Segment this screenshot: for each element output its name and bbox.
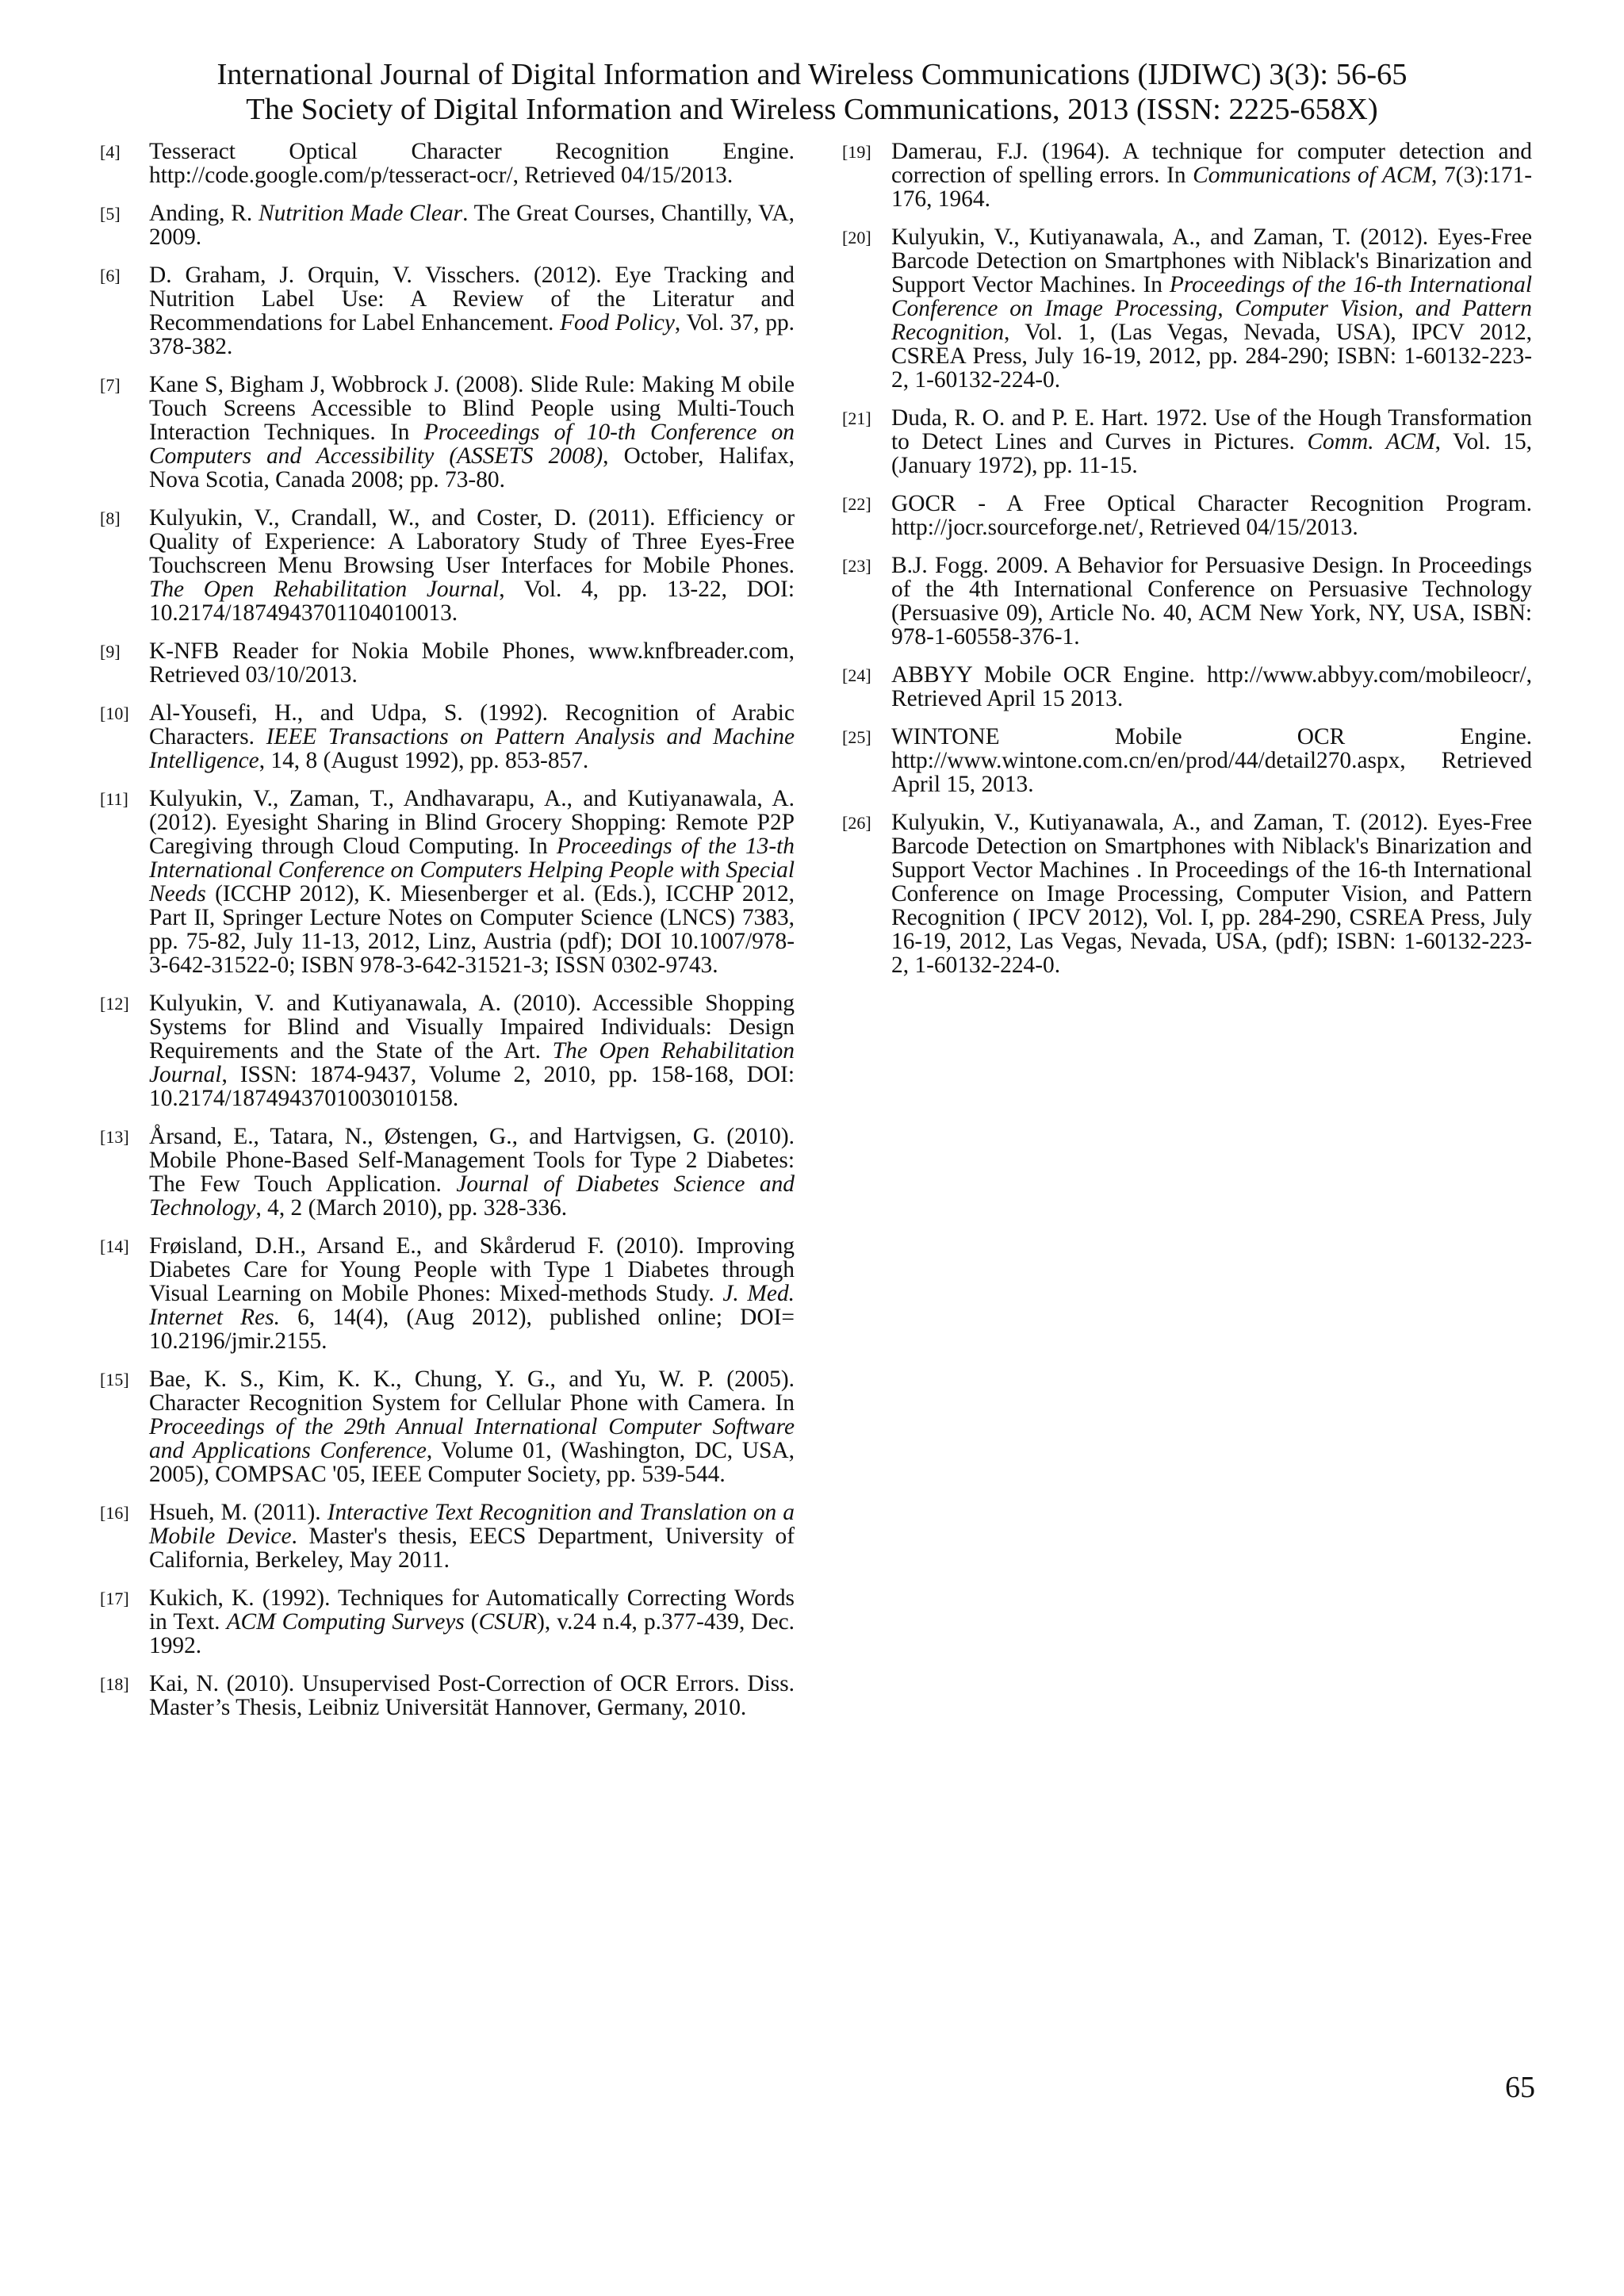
reference-number: [24]: [842, 665, 871, 685]
reference-text: [891, 554, 1532, 649]
reference-number: [25]: [842, 727, 871, 747]
reference-italic-segment: J. Med. Internet Res.: [149, 1281, 795, 1330]
reference-segment: Kai, N. (2010). Unsupervised Post-Correction of OCR Errors. Diss. Master’s Thesis, Leibniz Universität Hannover, Germany, 2010.: [149, 1671, 795, 1720]
reference-text: [149, 787, 795, 977]
reference-number: [23]: [842, 556, 871, 576]
reference-item: [100, 1501, 795, 1572]
reference-item: [842, 225, 1532, 392]
reference-number: [12]: [100, 994, 129, 1014]
society-line: The Society of Digital Information and Wireless Communications, 2013 (ISSN: 2225-658X): [246, 93, 1378, 126]
reference-number: [8]: [100, 508, 121, 528]
reference-segment: , October, Halifax, Nova Scotia, Canada 2008; pp. 73-80.: [149, 443, 795, 493]
reference-segment: Kane S, Bigham J, Wobbrock J. (2008). Slide Rule: Making M obile Touch Screens Accessible to Blind People using Multi-Touch Interaction Techniques. In: [149, 372, 795, 445]
reference-item: [100, 1586, 795, 1658]
reference-segment: WINTONE Mobile OCR Engine. http://www.wintone.com.cn/en/prod/44/detail270.aspx, Retrieved April 15, 2013.: [891, 724, 1532, 797]
reference-segment: ABBYY Mobile OCR Engine. http://www.abbyy.com/mobileocr/, Retrieved April 15 2013.: [891, 662, 1532, 711]
reference-segment: Kulyukin, V., Crandall, W., and Coster, D. (2011). Efficiency or Quality of Experience: A Laboratory Study of Three Eyes-Free Touchscreen Menu Browsing User Interfaces for Mobile Phones.: [149, 505, 795, 578]
reference-number: [5]: [100, 204, 121, 224]
reference-item: [842, 492, 1532, 539]
reference-text: [149, 1125, 795, 1220]
reference-item: [100, 1367, 795, 1486]
reference-segment: Damerau, F.J. (1964). A technique for computer detection and correction of spelling errors. In: [891, 139, 1532, 188]
reference-item: [842, 811, 1532, 977]
reference-text: [149, 701, 795, 772]
reference-segment: , Vol. 4, pp. 13-22, DOI: 10.2174/1874943701104010013.: [149, 577, 795, 626]
reference-segment: Anding, R.: [149, 201, 259, 226]
reference-number: [20]: [842, 228, 871, 247]
reference-segment: . Master's thesis, EECS Department, University of California, Berkeley, May 2011.: [149, 1524, 795, 1573]
reference-text: [149, 263, 795, 358]
reference-item: [100, 1672, 795, 1719]
reference-italic-segment: Proceedings of the 16-th International Conference on Image Processing, Computer Vision, and Pattern Recognition: [891, 272, 1532, 345]
reference-segment: (ICCHP 2012), K. Miesenberger et al. (Eds.), ICCHP 2012, Part II, Springer Lecture Notes on Computer Science (LNCS) 7383, pp. 75-82, July 11-13, 2012, Linz, Austria (pdf); DOI 10.1007/978-3-642-31522-0; ISBN 978-3-642-31521-3; ISSN 0302-9743.: [149, 881, 795, 978]
reference-segment: Al-Yousefi, H., and Udpa, S. (1992). Recognition of Arabic Characters.: [149, 700, 795, 749]
reference-item: [100, 140, 795, 187]
reference-segment: Kulyukin, V., Kutiyanawala, A., and Zaman, T. (2012). Eyes-Free Barcode Detection on Smartphones with Niblack's Binarization and Support Vector Machines . In Proceedings of the 16-th International Conference on Image Processing, Computer Vision, and Pattern Recognition ( IPCV 2012), Vol. I, pp. 284-290, CSREA Press, July 16-19, 2012, Las Vegas, Nevada, USA, (pdf); ISBN: 1-60132-223-2, 1-60132-224-0.: [891, 810, 1532, 978]
reference-item: [100, 373, 795, 492]
reference-segment: , ISSN: 1874-9437, Volume 2, 2010, pp. 158-168, DOI: 10.2174/1874943701003010158.: [149, 1062, 795, 1111]
reference-italic-segment: Food Policy: [560, 310, 675, 335]
reference-number: [16]: [100, 1503, 129, 1523]
reference-italic-segment: The Open Rehabilitation Journal: [149, 577, 500, 602]
reference-segment: , 4, 2 (March 2010), pp. 328-336.: [255, 1195, 568, 1221]
reference-number: [9]: [100, 642, 121, 661]
reference-number: [17]: [100, 1589, 129, 1608]
reference-item: [842, 663, 1532, 711]
reference-text: [891, 725, 1532, 796]
reference-segment: D. Graham, J. Orquin, V. Visschers. (2012). Eye Tracking and Nutrition Label Use: A Review of the Literatur and Recommendations for Label Enhancement.: [149, 263, 795, 335]
reference-italic-segment: ACM Computing Surveys: [226, 1609, 465, 1635]
reference-segment: , 7(3):171-176, 1964.: [891, 163, 1532, 212]
reference-number: [14]: [100, 1236, 129, 1256]
reference-segment: ), v.24 n.4, p.377-439, Dec. 1992.: [149, 1609, 795, 1658]
reference-text: [149, 1586, 795, 1658]
reference-text: [891, 811, 1532, 977]
reference-segment: Bae, K. S., Kim, K. K., Chung, Y. G., and Yu, W. P. (2005). Character Recognition System for Cellular Phone with Camera. In: [149, 1366, 795, 1416]
reference-text: [891, 140, 1532, 211]
reference-italic-segment: Communications of ACM: [1193, 163, 1431, 188]
reference-italic-segment: IEEE Transactions on Pattern Analysis and Machine Intelligence: [149, 724, 795, 773]
references-left-column: [100, 140, 795, 1734]
reference-italic-segment: The Open Rehabilitation Journal: [149, 1038, 795, 1087]
reference-number: [10]: [100, 703, 129, 723]
reference-item: [100, 991, 795, 1110]
reference-segment: , Vol. 15, (January 1972), pp. 11-15.: [891, 429, 1532, 478]
reference-number: [7]: [100, 375, 121, 395]
reference-item: [842, 406, 1532, 477]
running-header: [0, 57, 1624, 127]
reference-text: [149, 1367, 795, 1486]
reference-segment: , Vol. 1, (Las Vegas, Nevada, USA), IPCV 2012, CSREA Press, July 16-19, 2012, pp. 284-290; ISBN: 1-60132-223-2, 1-60132-224-0.: [891, 320, 1532, 393]
reference-text: [149, 506, 795, 625]
reference-italic-segment: Proceedings of the 13-th International Conference on Computers Helping People with Special Needs: [149, 834, 795, 907]
reference-text: [891, 225, 1532, 392]
reference-number: [13]: [100, 1127, 129, 1147]
reference-segment: Kulyukin, V. and Kutiyanawala, A. (2010). Accessible Shopping Systems for Blind and Visually Impaired Individuals: Design Requirements and the State of the Art.: [149, 991, 795, 1064]
reference-item: [100, 506, 795, 625]
reference-segment: Hsueh, M. (2011).: [149, 1500, 327, 1525]
reference-segment: Duda, R. O. and P. E. Hart. 1972. Use of the Hough Transformation to Detect Lines and Curves in Pictures.: [891, 405, 1532, 454]
reference-segment: Kulyukin, V., Zaman, T., Andhavarapu, A., and Kutiyanawala, A. (2012). Eyesight Sharing in Blind Grocery Shopping: Remote P2P Caregiving through Cloud Computing. In: [149, 786, 795, 859]
reference-number: [6]: [100, 266, 121, 286]
reference-number: [18]: [100, 1674, 129, 1694]
reference-item: [842, 140, 1532, 211]
reference-segment: Tesseract Optical Character Recognition Engine. http://code.google.com/p/tesseract-ocr/, Retrieved 04/15/2013.: [149, 139, 795, 188]
reference-segment: Årsand, E., Tatara, N., Østengen, G., and Hartvigsen, G. (2010). Mobile Phone-Based Self-Management Tools for Type 2 Diabetes: The Few Touch Application.: [149, 1124, 795, 1197]
reference-number: [4]: [100, 142, 121, 162]
reference-italic-segment: Comm. ACM: [1307, 429, 1435, 454]
reference-number: [22]: [842, 494, 871, 514]
reference-item: [100, 701, 795, 772]
reference-italic-segment: Proceedings of 10-th Conference on Computers and Accessibility (ASSETS 2008): [149, 420, 795, 469]
reference-italic-segment: Proceedings of the 29th Annual International Computer Software and Applications Conference: [149, 1414, 795, 1463]
reference-text: [149, 991, 795, 1110]
reference-text: [149, 140, 795, 187]
reference-item: [100, 787, 795, 977]
reference-segment: B.J. Fogg. 2009. A Behavior for Persuasive Design. In Proceedings of the 4th International Conference on Persuasive Technology (Persuasive 09), Article No. 40, ACM New York, NY, USA, ISBN: 978-1-60558-376-1.: [891, 553, 1532, 650]
reference-item: [100, 1234, 795, 1353]
reference-text: [149, 639, 795, 687]
reference-segment: (: [464, 1609, 479, 1635]
reference-segment: Kulyukin, V., Kutiyanawala, A., and Zaman, T. (2012). Eyes-Free Barcode Detection on Smartphones with Niblack's Binarization and Support Vector Machines. In: [891, 224, 1532, 297]
reference-segment: . The Great Courses, Chantilly, VA, 2009.: [149, 201, 795, 250]
reference-number: [11]: [100, 789, 128, 809]
reference-number: [19]: [842, 142, 871, 162]
reference-text: [891, 492, 1532, 539]
reference-text: [149, 373, 795, 492]
reference-italic-segment: Journal of Diabetes Science and Technology: [149, 1171, 795, 1221]
reference-item: [100, 201, 795, 249]
reference-segment: GOCR - A Free Optical Character Recognition Program. http://jocr.sourceforge.net/, Retrieved 04/15/2013.: [891, 491, 1532, 540]
journal-title-line: International Journal of Digital Information and Wireless Communications (IJDIWC) 3(3): 56-65: [216, 58, 1408, 91]
reference-number: [21]: [842, 408, 871, 428]
page-number: 65: [1505, 2071, 1535, 2104]
reference-italic-segment: Interactive Text Recognition and Translation on a Mobile Device: [149, 1500, 795, 1549]
reference-segment: Frøisland, D.H., Arsand E., and Skårderud F. (2010). Improving Diabetes Care for Young People with Type 1 Diabetes through Visual Learning on Mobile Phones: Mixed-methods Study.: [149, 1233, 795, 1306]
reference-item: [842, 725, 1532, 796]
reference-segment: 6, 14(4), (Aug 2012), published online; DOI= 10.2196/jmir.2155.: [149, 1305, 795, 1354]
reference-item: [842, 554, 1532, 649]
reference-italic-segment: Nutrition Made Clear: [258, 201, 463, 226]
reference-number: [15]: [100, 1370, 129, 1389]
reference-item: [100, 639, 795, 687]
reference-text: [149, 1672, 795, 1719]
reference-text: [891, 663, 1532, 711]
reference-segment: Kukich, K. (1992). Techniques for Automatically Correcting Words in Text.: [149, 1585, 795, 1635]
references-right-column: [842, 140, 1532, 991]
reference-segment: , Vol. 37, pp. 378-382.: [149, 310, 795, 359]
reference-item: [100, 263, 795, 358]
reference-text: [149, 1501, 795, 1572]
reference-segment: , Volume 01, (Washington, DC, USA, 2005), COMPSAC '05, IEEE Computer Society, pp. 539-544.: [149, 1438, 795, 1487]
reference-segment: K-NFB Reader for Nokia Mobile Phones, www.knfbreader.com, Retrieved 03/10/2013.: [149, 638, 795, 688]
reference-number: [26]: [842, 813, 871, 833]
reference-text: [149, 1234, 795, 1353]
reference-text: [149, 201, 795, 249]
reference-italic-segment: CSUR: [478, 1609, 538, 1635]
reference-text: [891, 406, 1532, 477]
reference-segment: , 14, 8 (August 1992), pp. 853-857.: [259, 748, 589, 773]
reference-item: [100, 1125, 795, 1220]
